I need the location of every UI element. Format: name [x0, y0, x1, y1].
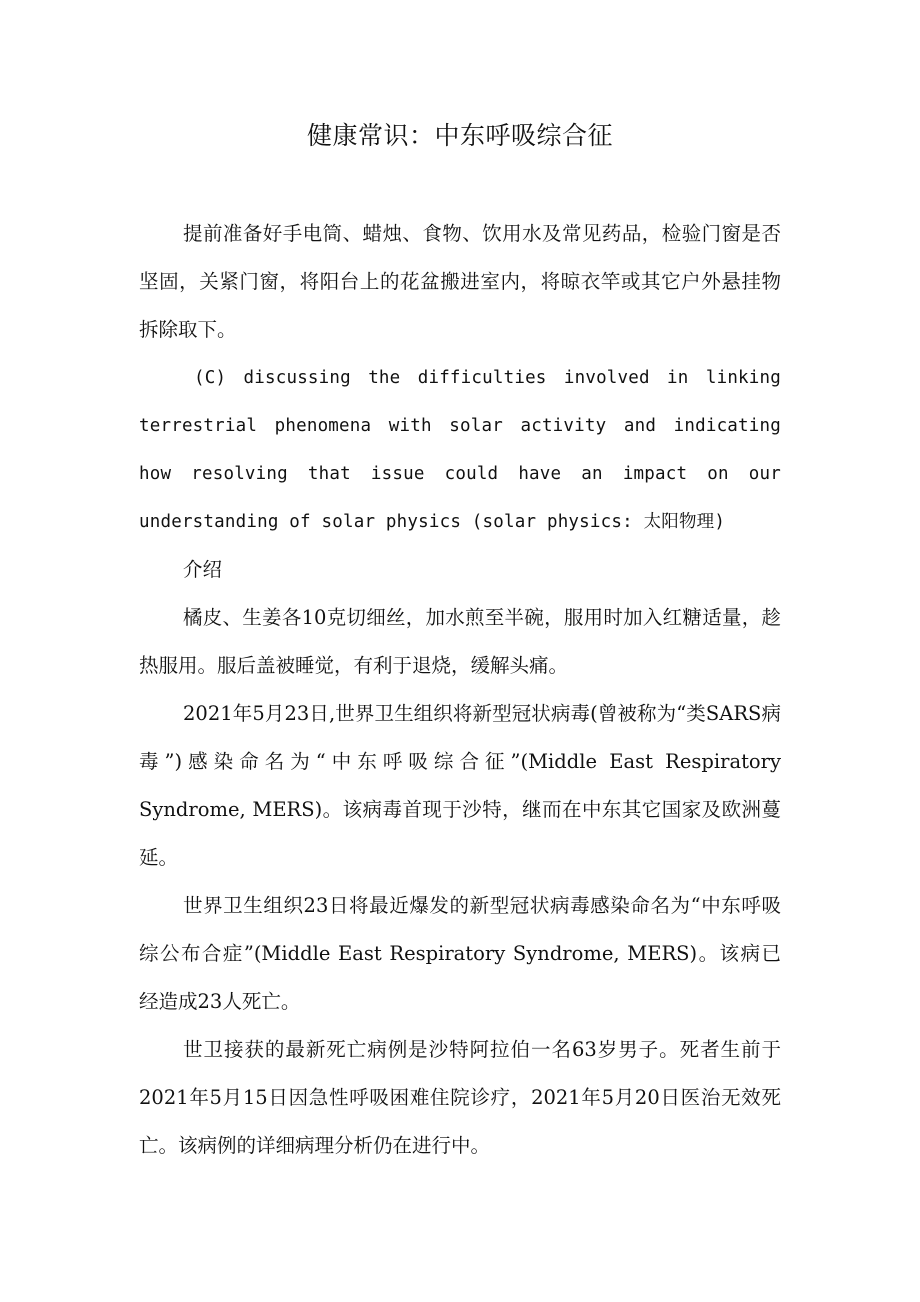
paragraph-naming: 2021年5月23日,世界卫生组织将新型冠状病毒(曾被称为“类SARS病毒”)感染命名为“中东呼吸综合征”(Middle East Respiratory Syndrome, MERS)。该病毒首现于沙特，继而在中东其它国家及欧洲蔓延。: [139, 702, 781, 869]
paragraph-who-announcement: 世界卫生组织23日将最近爆发的新型冠状病毒感染命名为“中东呼吸综公布合症”(Middle East Respiratory Syndrome, MERS)。该病已经造成23人死亡。: [139, 894, 781, 1013]
paragraph-remedy: 橘皮、生姜各10克切细丝，加水煎至半碗，服用时加入红糖适量，趁热服用。服后盖被睡觉，有利于退烧，缓解头痛。: [139, 606, 781, 677]
document-body: [139, 210, 781, 1170]
document-title: 健康常识：中东呼吸综合征: [306, 121, 613, 150]
paragraph-intro-heading: 介绍: [183, 558, 223, 581]
paragraph-latest-case: 世卫接获的最新死亡病例是沙特阿拉伯一名63岁男子。死者生前于2021年5月15日因急性呼吸困难住院诊疗，2021年5月20日医治无效死亡。该病例的详细病理分析仍在进行中。: [139, 1038, 781, 1157]
paragraph-preparation: 提前准备好手电筒、蜡烛、食物、饮用水及常见药品，检验门窗是否坚固，关紧门窗，将阳台上的花盆搬进室内，将晾衣竿或其它户外悬挂物拆除取下。: [139, 222, 781, 341]
paragraph-english-option: (C) discussing the difficulties involved in linking terrestrial phenomena with solar activity and indicating how resolving that issue could have an impact on our understanding of solar physics (solar physics: 太阳物理): [139, 368, 781, 532]
